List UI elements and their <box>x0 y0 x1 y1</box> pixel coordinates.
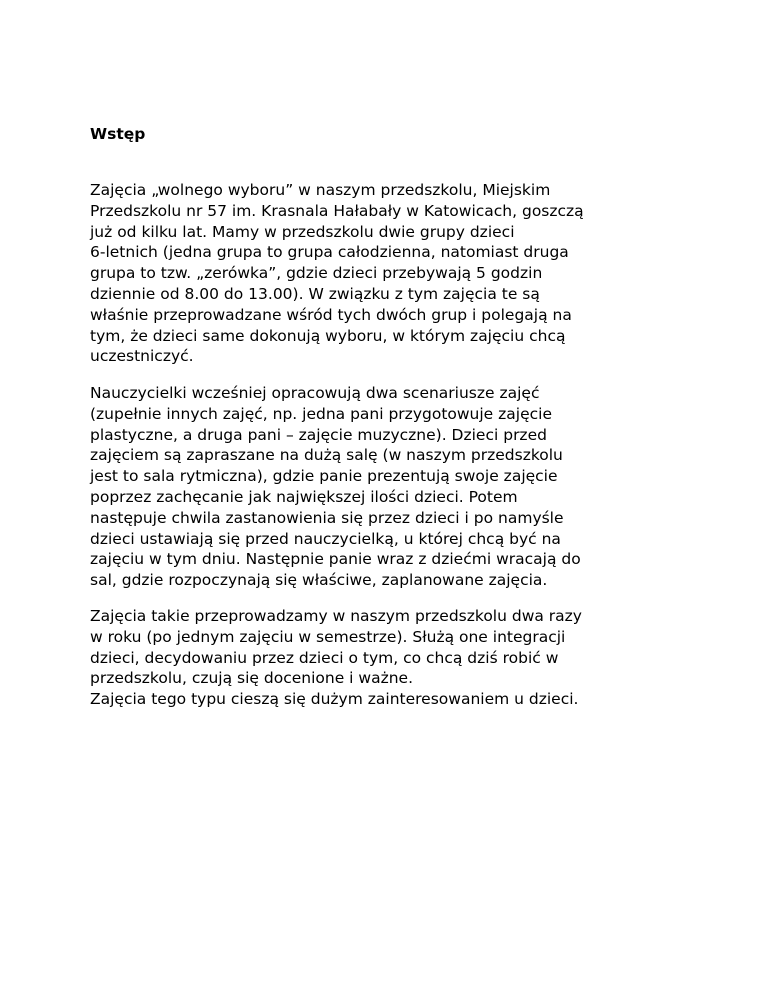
paragraph-intro <box>90 180 690 367</box>
section-heading: Wstęp <box>90 125 146 143</box>
text-line: Zajęcia „wolnego wyboru” w naszym przedszkolu, Miejskim <box>90 181 551 199</box>
text-line: Zajęcia tego typu cieszą się dużym zainteresowaniem u dzieci. <box>90 690 579 709</box>
text-line: poprzez zachęcanie jak największej ilości dzieci. Potem <box>90 487 518 506</box>
text-line: (zupełnie innych zajęć, np. jedna pani przygotowuje zajęcie <box>90 404 552 423</box>
paragraph-procedure <box>90 383 690 591</box>
text-line: właśnie przeprowadzane wśród tych dwóch grup i polegają na <box>90 305 572 324</box>
text-line: grupa to tzw. „zerówka”, gdzie dzieci przebywają 5 godzin <box>90 264 543 283</box>
text-line: przedszkolu, czują się docenione i ważne. <box>90 669 413 688</box>
text-line: plastyczne, a druga pani – zajęcie muzyczne). Dzieci przed <box>90 425 547 444</box>
paragraph-summary <box>90 606 690 710</box>
text-line: dzieci, decydowaniu przez dzieci o tym, co chcą dziś robić w <box>90 648 559 667</box>
text-line: następuje chwila zastanowienia się przez dzieci i po namyśle <box>90 508 564 527</box>
text-line: w roku (po jednym zajęciu w semestrze). Służą one integracji <box>90 627 566 646</box>
text-line: 6-letnich (jedna grupa to grupa całodzienna, natomiast druga <box>90 243 569 262</box>
text-line: dziennie od 8.00 do 13.00). W związku z tym zajęcia te są <box>90 284 540 303</box>
text-line: jest to sala rytmiczna), gdzie panie prezentują swoje zajęcie <box>90 467 558 486</box>
text-line: dzieci ustawiają się przed nauczycielką, u której chcą być na <box>90 529 561 548</box>
text-line: Przedszkolu nr 57 im. Krasnala Hałabały w Katowicach, goszczą <box>90 201 584 220</box>
text-line: Nauczycielki wcześniej opracowują dwa scenariusze zajęć <box>90 384 540 402</box>
text-line: zajęciem są zapraszane na dużą salę (w naszym przedszkolu <box>90 446 563 465</box>
text-line: tym, że dzieci same dokonują wyboru, w którym zajęciu chcą <box>90 326 566 345</box>
text-line: zajęciu w tym dniu. Następnie panie wraz z dziećmi wracają do <box>90 550 581 569</box>
text-line: sal, gdzie rozpoczynają się właściwe, zaplanowane zajęcia. <box>90 571 548 590</box>
text-line: uczestniczyć. <box>90 347 194 366</box>
text-line: już od kilku lat. Mamy w przedszkolu dwie grupy dzieci <box>90 222 515 241</box>
text-line: Zajęcia takie przeprowadzamy w naszym przedszkolu dwa razy <box>90 607 582 625</box>
